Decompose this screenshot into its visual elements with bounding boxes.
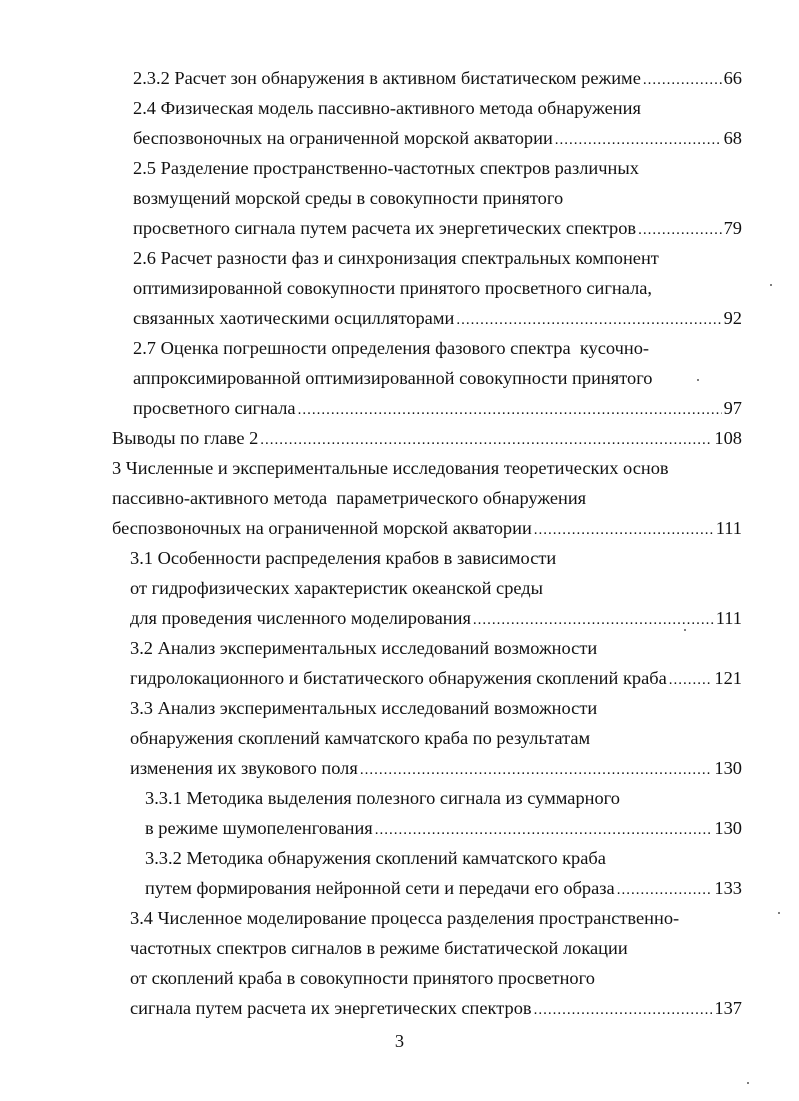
toc-entry — [130, 603, 742, 633]
dot-leader — [534, 995, 713, 1025]
toc-entry-title: пассивно-активного метода параметрического обнаружения — [112, 488, 587, 508]
toc-entry-title: частотных спектров сигналов в режиме бистатической локации — [130, 938, 628, 958]
toc-entry-title: обнаружения скоплений камчатского краба по результатам — [130, 728, 591, 748]
toc-entry-page: 121 — [714, 668, 742, 688]
toc-entry — [133, 333, 649, 363]
dot-leader — [456, 305, 721, 335]
toc-entry — [130, 933, 628, 963]
toc-entry-title: гидролокационного и бистатического обнаружения скоплений краба — [130, 668, 667, 688]
toc-entry — [130, 903, 679, 933]
toc-entry-title: от гидрофизических характеристик океанской среды — [130, 578, 544, 598]
toc-entry-title: 3.4 Численное моделирование процесса разделения пространственно- — [130, 908, 680, 928]
toc-entry — [133, 393, 742, 423]
toc-entry-title: связанных хаотическими осцилляторами — [133, 308, 455, 328]
toc-entry-title: 3.3.2 Методика обнаружения скоплений камчатского краба — [145, 848, 606, 868]
scan-speck — [684, 629, 686, 631]
toc-entry — [133, 63, 742, 93]
toc-entry-title: 3.3.1 Методика выделения полезного сигнала из суммарного — [145, 788, 620, 808]
toc-entry-title: от скоплений краба в совокупности принятого просветного — [130, 968, 595, 988]
toc-entry — [133, 183, 563, 213]
toc-entry — [133, 243, 659, 273]
toc-entry-title: 2.4 Физическая модель пассивно-активного метода обнаружения — [133, 98, 641, 118]
toc-entry-title: для проведения численного моделирования — [130, 608, 471, 628]
toc-entry — [130, 993, 742, 1023]
toc-entry-title: сигнала путем расчета их энергетических спектров — [130, 998, 532, 1018]
toc-entry — [133, 363, 653, 393]
toc-entry-title: путем формирования нейронной сети и передачи его образа — [145, 878, 615, 898]
toc-entry-title: 2.5 Разделение пространственно-частотных спектров различных — [133, 158, 639, 178]
toc-entry — [133, 153, 639, 183]
dot-leader — [298, 395, 722, 425]
toc-entry — [133, 123, 742, 153]
dot-leader — [638, 215, 721, 245]
scan-speck — [770, 284, 772, 286]
toc-entry-page: 92 — [723, 308, 742, 328]
toc-entry-title: возмущений морской среды в совокупности принятого — [133, 188, 564, 208]
toc-entry — [145, 813, 742, 843]
toc-entry — [133, 93, 641, 123]
dot-leader — [643, 65, 722, 95]
toc-entry-page: 130 — [714, 818, 742, 838]
toc-entry-title: аппроксимированной оптимизированной совокупности принятого — [133, 368, 653, 388]
scan-speck — [747, 1082, 749, 1084]
toc-entry-title: беспозвоночных на ограниченной морской акватории — [112, 518, 532, 538]
toc-entry — [145, 873, 742, 903]
toc-entry-page: 111 — [715, 608, 742, 628]
toc-entry — [112, 513, 742, 543]
dot-leader — [260, 425, 712, 455]
toc-entry-title: 3 Численные и экспериментальные исследования теоретических основ — [112, 458, 669, 478]
toc-entry — [130, 633, 597, 663]
toc-entry-title: 3.1 Особенности распределения крабов в зависимости — [130, 548, 557, 568]
toc-entry — [130, 573, 543, 603]
toc-entry — [145, 783, 620, 813]
dot-leader — [473, 605, 714, 635]
toc-entry-title: оптимизированной совокупности принятого просветного сигнала, — [133, 278, 653, 298]
toc-entry-title: беспозвоночных на ограниченной морской акватории — [133, 128, 553, 148]
toc-entry — [133, 213, 742, 243]
toc-entry-page: 137 — [714, 998, 742, 1018]
scan-speck — [778, 912, 780, 914]
toc-entry-title: просветного сигнала путем расчета их энергетических спектров — [133, 218, 637, 238]
toc-entry — [130, 753, 742, 783]
dot-leader — [360, 755, 713, 785]
toc-entry-title: 2.3.2 Расчет зон обнаружения в активном бистатическом режиме — [133, 68, 641, 88]
toc-entry — [130, 693, 597, 723]
dot-leader — [534, 515, 714, 545]
toc-entry — [133, 303, 742, 333]
toc-entry-page: 133 — [714, 878, 742, 898]
scan-speck — [697, 379, 699, 381]
toc-entry — [130, 663, 742, 693]
toc-entry-title: 2.7 Оценка погрешности определения фазового спектра кусочно- — [133, 338, 650, 358]
toc-entry-title: Выводы по главе 2 — [112, 428, 259, 448]
toc-entry-title: изменения их звукового поля — [130, 758, 358, 778]
toc-entry-page: 97 — [723, 398, 742, 418]
toc-entry-title: в режиме шумопеленгования — [145, 818, 373, 838]
toc-entry — [130, 543, 556, 573]
toc-entry — [133, 273, 652, 303]
toc-entry-title: 3.3 Анализ экспериментальных исследований возможности — [130, 698, 598, 718]
toc-entry-page: 130 — [714, 758, 742, 778]
toc-entry-page: 68 — [723, 128, 742, 148]
toc-entry — [145, 843, 606, 873]
toc-entry — [112, 483, 586, 513]
toc-entry-title: 3.2 Анализ экспериментальных исследований возможности — [130, 638, 598, 658]
toc-entry — [112, 423, 742, 453]
dot-leader — [375, 815, 713, 845]
dot-leader — [617, 875, 713, 905]
toc-entry — [130, 723, 590, 753]
toc-entry-page: 111 — [715, 518, 742, 538]
toc-entry-title: просветного сигнала — [133, 398, 296, 418]
toc-entry-page: 79 — [723, 218, 742, 238]
page-number: 3 — [394, 1031, 405, 1051]
toc-entry — [112, 453, 669, 483]
dot-leader — [555, 125, 722, 155]
toc-entry-page: 66 — [723, 68, 742, 88]
toc-entry-page: 108 — [714, 428, 742, 448]
toc-entry-title: 2.6 Расчет разности фаз и синхронизация спектральных компонент — [133, 248, 659, 268]
dot-leader — [669, 665, 713, 695]
toc-entry — [130, 963, 595, 993]
